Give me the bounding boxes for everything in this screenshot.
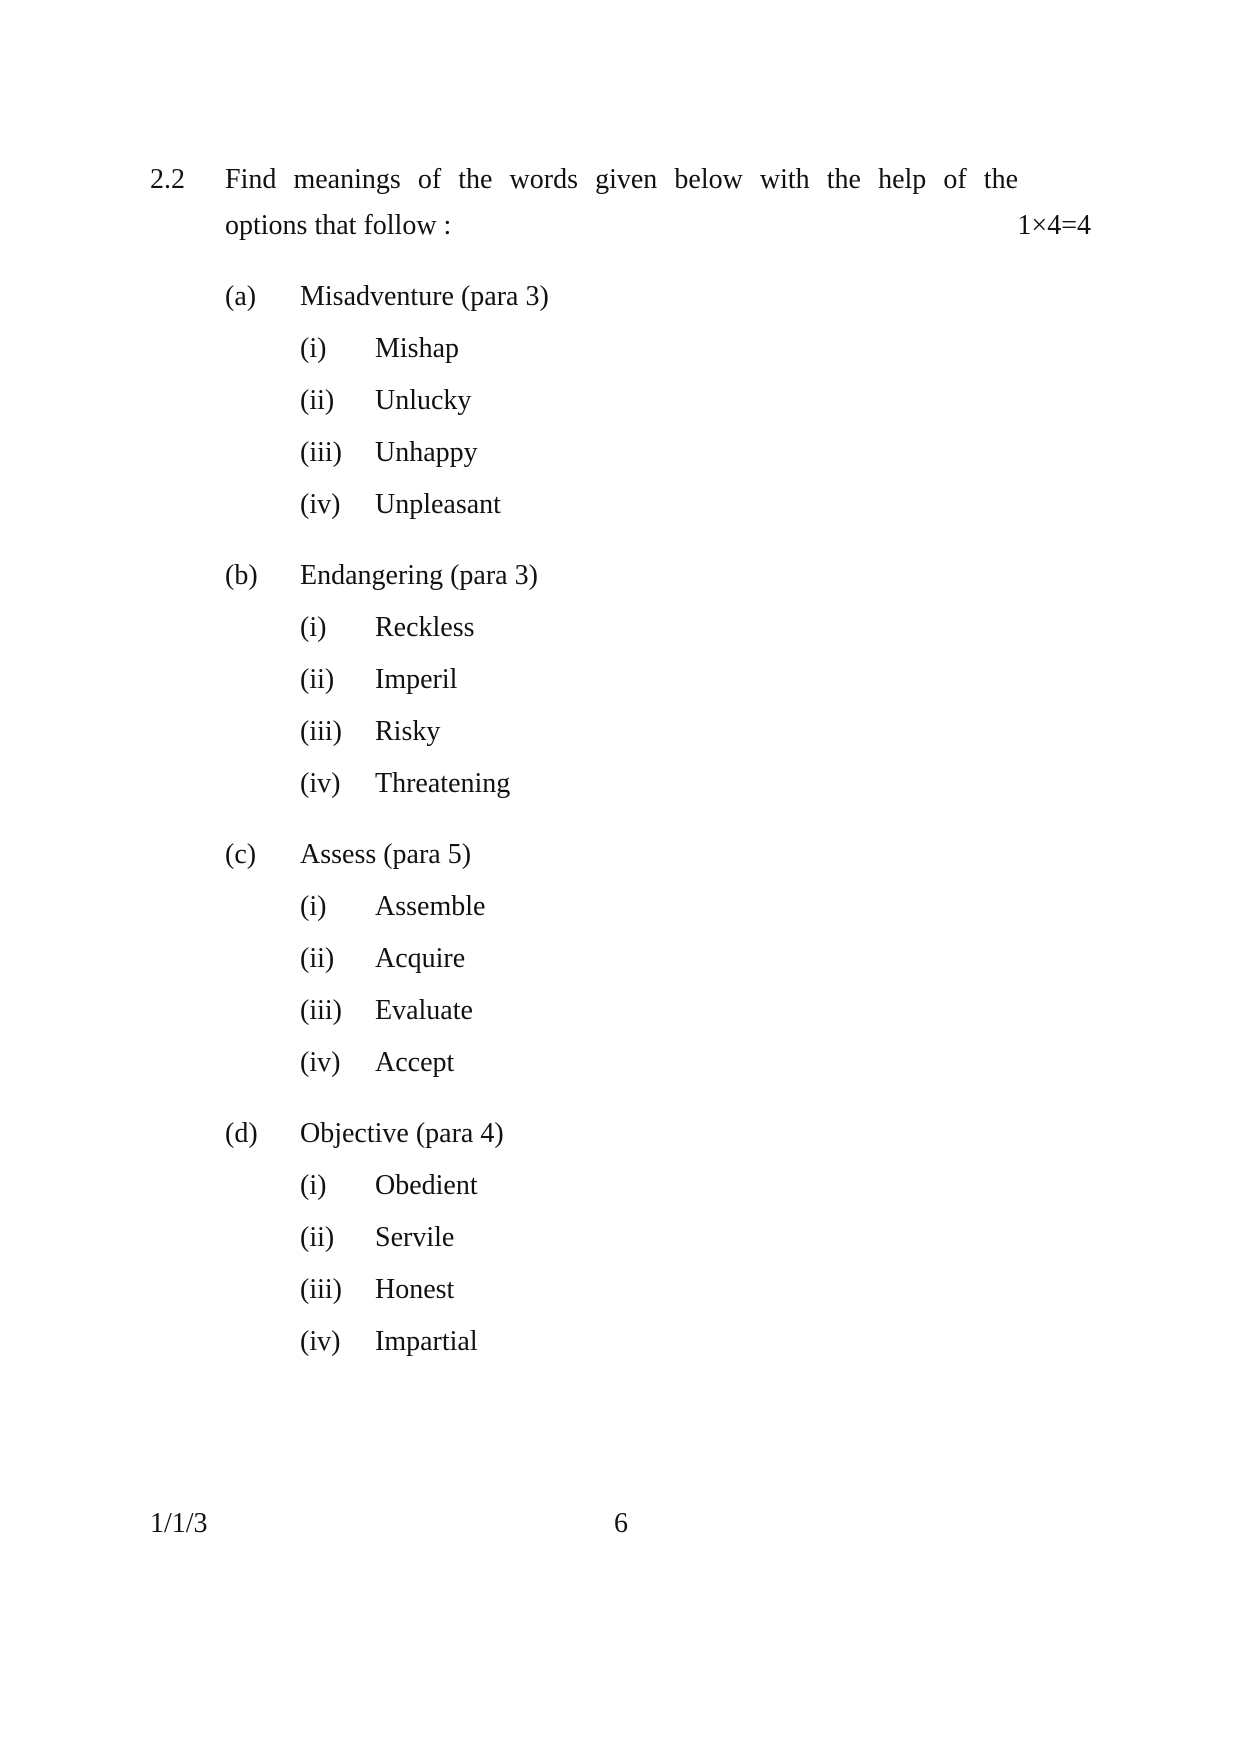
option-text: Threatening — [375, 768, 511, 799]
item-label: (b) — [225, 560, 258, 591]
option-text: Imperil — [375, 664, 458, 695]
page-number: 6 — [614, 1508, 628, 1539]
option-label: (i) — [300, 891, 327, 922]
option-label: (ii) — [300, 1222, 335, 1253]
option-text: Impartial — [375, 1326, 478, 1357]
item-label: (a) — [225, 281, 257, 312]
option-text: Acquire — [375, 943, 466, 974]
question-number: 2.2 — [150, 164, 185, 195]
question-text-line2: options that follow : — [225, 210, 452, 241]
option-label: (iv) — [300, 489, 341, 520]
item-word: Assess (para 5) — [300, 839, 472, 870]
item-word: Objective (para 4) — [300, 1118, 504, 1149]
option-text: Honest — [375, 1274, 455, 1305]
item-label: (c) — [225, 839, 257, 870]
option-label: (i) — [300, 333, 327, 364]
option-text: Unpleasant — [375, 489, 501, 520]
option-label: (ii) — [300, 943, 335, 974]
paper-code: 1/1/3 — [150, 1508, 208, 1539]
option-label: (iv) — [300, 768, 341, 799]
item-word: Endangering (para 3) — [300, 560, 538, 591]
option-label: (iii) — [300, 716, 342, 747]
question-marks: 1×4=4 — [1017, 210, 1091, 241]
option-text: Servile — [375, 1222, 455, 1253]
option-label: (ii) — [300, 664, 335, 695]
option-text: Obedient — [375, 1170, 478, 1201]
option-label: (ii) — [300, 385, 335, 416]
option-text: Assemble — [375, 891, 486, 922]
option-label: (i) — [300, 612, 327, 643]
option-label: (iv) — [300, 1326, 341, 1357]
option-text: Evaluate — [375, 995, 473, 1026]
option-text: Reckless — [375, 612, 475, 643]
option-label: (iii) — [300, 995, 342, 1026]
item-word: Misadventure (para 3) — [300, 281, 549, 312]
option-text: Unhappy — [375, 437, 478, 468]
item-label: (d) — [225, 1118, 258, 1149]
option-label: (iii) — [300, 1274, 342, 1305]
option-label: (iii) — [300, 437, 342, 468]
option-text: Unlucky — [375, 385, 472, 416]
question-text-line1: Find meanings of the words given below with the help of the — [225, 164, 1018, 195]
option-text: Accept — [375, 1047, 455, 1078]
option-text: Risky — [375, 716, 441, 747]
option-label: (i) — [300, 1170, 327, 1201]
option-text: Mishap — [375, 333, 459, 364]
option-label: (iv) — [300, 1047, 341, 1078]
